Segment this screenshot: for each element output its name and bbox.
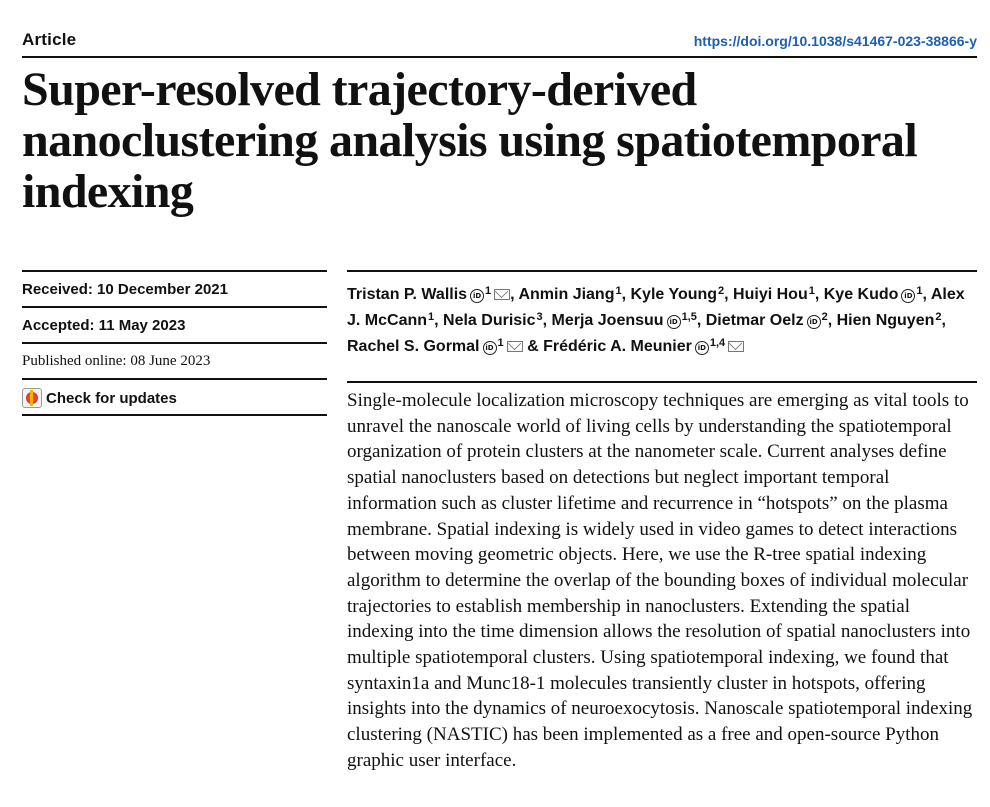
received-date: Received: 10 December 2021 [22,281,228,298]
header-bar [22,28,977,58]
published-date: Published online: 08 June 2023 [22,353,211,369]
section-label: Article [22,30,77,49]
affiliation-number[interactable]: 1 [428,311,435,323]
author-name[interactable]: Rachel S. Gormal [347,338,480,355]
author[interactable] [706,312,828,329]
check-updates-button[interactable] [22,388,177,408]
author-name[interactable]: Huiyi Hou [733,286,808,303]
affiliation-number[interactable]: 2 [718,285,725,297]
email-icon[interactable] [507,341,523,352]
article-title: Super-resolved trajectory-derived nanoclustering analysis using spatiotemporal indexing [22,63,918,218]
affiliation-number[interactable]: 1 [615,285,622,297]
author[interactable] [837,312,942,329]
received-row [22,270,327,306]
orcid-icon[interactable]: iD [483,341,497,355]
accepted-date: Accepted: 11 May 2023 [22,317,186,334]
author[interactable] [543,338,744,355]
affiliation-number[interactable]: 1 [808,285,815,297]
orcid-icon[interactable]: iD [807,315,821,329]
author-name[interactable]: Kye Kudo [823,286,899,303]
orcid-icon[interactable]: iD [901,289,915,303]
affiliation-number[interactable]: 1,5 [681,311,697,323]
orcid-icon[interactable]: iD [695,341,709,355]
author-name[interactable]: Alex J. McCann [347,286,965,329]
check-updates-row [22,378,327,416]
affiliation-number[interactable]: 1 [497,337,504,349]
doi-link[interactable]: https://doi.org/10.1038/s41467-023-38866-y [693,33,977,49]
author[interactable] [347,338,523,355]
author[interactable] [733,286,815,303]
author[interactable] [552,312,697,329]
published-row [22,342,327,378]
crossmark-icon [22,388,42,408]
abstract-divider [347,381,977,383]
author-name[interactable]: Anmin Jiang [518,286,615,303]
author-name[interactable]: Tristan P. Wallis [347,286,468,303]
author[interactable] [824,286,923,303]
orcid-icon[interactable]: iD [667,315,681,329]
accepted-row [22,306,327,342]
email-icon[interactable] [494,289,510,300]
author-name[interactable]: Kyle Young [630,286,718,303]
author-name[interactable]: Dietmar Oelz [705,312,804,329]
author-name[interactable]: Frédéric A. Meunier [543,338,692,355]
author-list: Tristan P. Wallis iD $^1$ , Anmin Jiang$^1$, Kyle Young$^2$, Huiyi Hou$^1$, Kye Kudo iD $^1$, Alex J. McCann$^1$, Nela Durisic$^3$, Merja Joensuu iD $^{1,5}$, Dietmar Oelz iD $^2$, Hien Nguyen$^2$, Rachel S. Gormal iD $^1$ & Frédéric A. Meunier iD $^{1,4}$ [347,285,965,355]
author[interactable] [631,286,725,303]
abstract-text: Single-molecule localization microscopy techniques are emerging as vital tools to unravel the nanoscale world of living cells by understanding the spatiotemporal organization of protein clusters at the nanometer scale. Current analyses define spatial nanoclusters based on detections but neglect important temporal information such as cluster lifetime and recurrence in “hotspots” on the plasma membrane. Spatial indexing is widely used in video games to detect interactions between moving geometric objects. Here, we use the R-tree spatial indexing algorithm to determine the overlap of the bounding boxes of individual molecular trajectories to establish membership in nanoclusters. Extending the spatial indexing into the time dimension allows the resolution of spatial nanoclusters into multiple spatiotemporal clusters. Using spatiotemporal indexing, we found that syntaxin1a and Munc18-1 molecules transiently cluster in hotspots, offering insights into the dynamics of neuroexocytosis. Nanoscale spatiotemporal indexing clustering (NASTIC) has been implemented as a free and open-source Python graphic user interface. [347,390,973,771]
affiliation-number[interactable]: 3 [536,311,543,323]
orcid-icon[interactable]: iD [470,289,484,303]
affiliation-number[interactable]: 1 [485,285,492,297]
author[interactable] [443,312,543,329]
author-block [347,270,977,358]
affiliation-number[interactable]: 1,4 [709,337,726,349]
author-name[interactable]: Merja Joensuu [551,312,664,329]
author-name[interactable]: Hien Nguyen [836,312,935,329]
author[interactable] [347,286,510,303]
affiliation-number[interactable]: 1 [916,285,923,297]
email-icon[interactable] [728,341,744,352]
dates-panel [22,270,327,416]
affiliation-number[interactable]: 2 [935,311,942,323]
author-name[interactable]: Nela Durisic [443,312,536,329]
author[interactable] [518,286,621,303]
affiliation-number[interactable]: 2 [821,311,828,323]
check-updates-label: Check for updates [46,389,177,407]
